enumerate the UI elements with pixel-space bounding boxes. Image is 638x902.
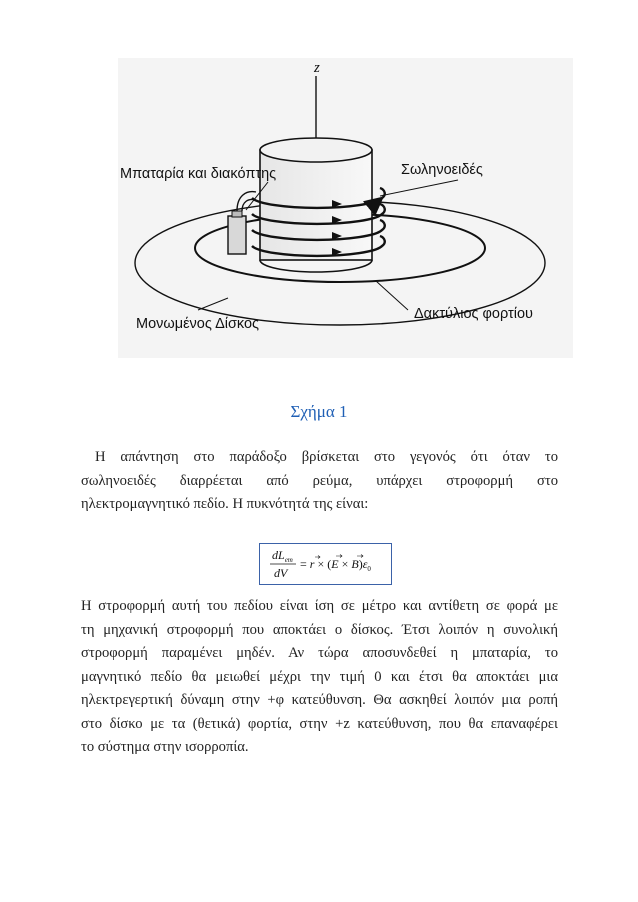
battery-label: Μπαταρία και διακόπτης xyxy=(120,166,277,182)
paragraph-line: τη μηχανική στροφορμή που αποκτάει ο δίσκος. Έτσι λοιπόν η συνολική xyxy=(81,621,558,638)
formula-rhs: = $r \times (E \times B)\varepsilon_0$ xyxy=(300,557,371,573)
paragraph-line: ηλεκτρομαγνητικό πεδίο. Η πυκνότητά της είναι: xyxy=(81,496,369,512)
solenoid-top xyxy=(260,138,372,162)
paragraph-line: μαγνητικό πεδίο θα μειωθεί μέχρι την τιμή 0 και έτσι θα αποκτάει μια xyxy=(81,668,558,685)
paragraph-1 xyxy=(81,446,558,517)
formula-numerator: $dL_{em}$ xyxy=(272,548,293,564)
formula-box xyxy=(259,543,392,585)
z-axis-label: z xyxy=(314,60,320,76)
paragraph-2 xyxy=(81,595,558,760)
paragraph-line: Η στροφορμή αυτή του πεδίου είναι ίση σε μέτρο και αντίθετη σε φορά με xyxy=(81,598,558,614)
solenoid-label: Σωληνοειδές xyxy=(401,162,483,178)
angular-momentum-density-formula xyxy=(260,544,391,584)
paragraph-line: στο δίσκο με τα (θετικά) φορτία, στην +z κατεύθυνση, που θα επαναφέρει xyxy=(81,715,558,732)
ring-label: Δακτύλιος φορτίου xyxy=(414,306,533,322)
paragraph-line: σωληνοειδές διαρρέεται από ρεύμα, υπάρχει στροφορμή στο xyxy=(81,472,558,489)
disk-label: Μονωμένος Δίσκος xyxy=(136,316,260,332)
battery-terminal xyxy=(232,211,242,217)
solenoid-figure xyxy=(118,58,573,358)
paragraph-line: στροφορμή παραμένει μηδέν. Αν τώρα αποσυνδεθεί η μπαταρία, το xyxy=(81,645,558,661)
figure-caption: Σχήμα 1 xyxy=(290,402,348,421)
formula-denominator: dV xyxy=(274,566,288,580)
paragraph-line: Η απάντηση στο παράδοξο βρίσκεται στο γεγονός ότι όταν το xyxy=(95,449,558,465)
battery-shape xyxy=(228,216,246,254)
formula-dl: dL xyxy=(272,548,285,562)
paragraph-line: το σύστημα στην ισορροπία. xyxy=(81,739,249,755)
paragraph-line: ηλεκτρεγερτική δύναμη στην +φ κατεύθυνση. Θα ασκηθεί λοιπόν μια ροπή xyxy=(81,692,558,708)
